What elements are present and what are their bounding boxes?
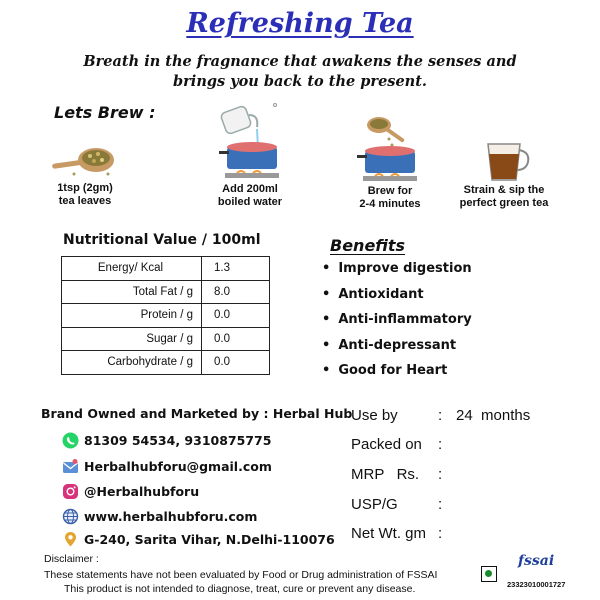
- brew-step-1-line-2: tea leaves: [58, 195, 112, 207]
- instagram-icon: [62, 483, 79, 500]
- spoon-tea-leaves-icon: [50, 138, 120, 182]
- nutrient-name: Protein / g: [62, 304, 202, 328]
- brew-step-4: [448, 140, 560, 210]
- brew-step-3-line-2: 2-4 minutes: [359, 198, 421, 210]
- nutrition-heading: Nutritional Value / 100ml: [63, 232, 261, 248]
- list-item: • Good for Heart: [322, 362, 472, 388]
- spoon-pot-icon: [345, 113, 435, 185]
- brew-step-2-line-2: boiled water: [217, 196, 283, 208]
- location-pin-icon: [62, 531, 79, 548]
- brew-step-2: [200, 103, 300, 209]
- whatsapp-icon: [62, 432, 79, 449]
- phone-numbers: 81309 54534, 9310875775: [84, 433, 272, 448]
- page-title: Refreshing Tea: [186, 8, 414, 39]
- contact-email: [62, 458, 272, 475]
- brew-step-3: [340, 113, 440, 211]
- brand-heading: Brand Owned and Marketed by : Herbal Hub: [41, 406, 353, 421]
- spec-colon: :: [438, 496, 443, 513]
- globe-icon: [62, 508, 79, 525]
- address: G-240, Sarita Vihar, N.Delhi-110076: [84, 532, 335, 547]
- spec-value-use-by: 24 months: [456, 407, 531, 424]
- table-row: [62, 304, 270, 328]
- tagline-line-2: brings you back to the present.: [173, 73, 427, 90]
- email-address[interactable]: Herbalhubforu@gmail.com: [84, 459, 272, 474]
- disclaimer-line-2: This product is not intended to diagnose, treat, cure or prevent any disease.: [64, 583, 416, 595]
- fssai-license-number: 23323010001727: [507, 580, 566, 589]
- table-row: [62, 351, 270, 375]
- brew-step-1: [40, 138, 130, 208]
- list-item: • Antioxidant: [322, 286, 472, 312]
- website-url[interactable]: www.herbalhubforu.com: [84, 509, 258, 524]
- spec-colon: :: [438, 525, 443, 542]
- list-item: • Anti-inflammatory: [322, 311, 472, 337]
- brew-heading: Lets Brew :: [54, 103, 156, 122]
- spec-label-mrp: MRP Rs.: [351, 466, 420, 483]
- table-row: [62, 327, 270, 351]
- contact-website: [62, 508, 257, 525]
- nutrient-name: Energy/ Kcal: [62, 257, 202, 281]
- disclaimer-line-1: These statements have not been evaluated by Food or Drug administration of FSSAI: [44, 569, 438, 581]
- brew-step-2-line-1: Add 200ml: [222, 183, 278, 195]
- email-icon: [62, 458, 79, 475]
- spec-label-usp: USP/G: [351, 496, 398, 513]
- list-item: • Improve digestion: [322, 260, 472, 286]
- kettle-pot-icon: [205, 103, 295, 183]
- spec-label-packed-on: Packed on: [351, 436, 422, 453]
- brew-step-4-line-1: Strain & sip the: [463, 184, 545, 196]
- nutrient-value: 0.0: [202, 351, 270, 375]
- fssai-logo: fssai: [518, 553, 555, 569]
- spec-colon: :: [438, 466, 443, 483]
- contact-instagram: [62, 483, 199, 500]
- nutrient-name: Carbohydrate / g: [62, 351, 202, 375]
- tea-glass-icon: [474, 140, 534, 184]
- table-row: [62, 280, 270, 304]
- spec-colon: :: [438, 407, 443, 424]
- contact-phone: [62, 432, 271, 449]
- nutrient-value: 0.0: [202, 304, 270, 328]
- nutrient-value: 0.0: [202, 327, 270, 351]
- brew-step-3-line-1: Brew for: [367, 185, 413, 197]
- tagline: [40, 52, 560, 92]
- contact-address: [62, 531, 335, 548]
- disclaimer-heading: Disclaimer :: [44, 553, 99, 565]
- nutrient-value: 8.0: [202, 280, 270, 304]
- brew-step-1-line-1: 1tsp (2gm): [57, 182, 113, 194]
- list-item: • Anti-depressant: [322, 337, 472, 363]
- benefits-heading: Benefits: [330, 236, 406, 255]
- nutrition-table: [61, 256, 270, 375]
- veg-mark-icon: [481, 566, 497, 582]
- nutrient-name: Sugar / g: [62, 327, 202, 351]
- nutrient-name: Total Fat / g: [62, 280, 202, 304]
- spec-label-net-wt: Net Wt. gm: [351, 525, 427, 542]
- benefits-list: [322, 260, 472, 388]
- table-row: [62, 257, 270, 281]
- spec-colon: :: [438, 436, 443, 453]
- spec-label-use-by: Use by: [351, 407, 398, 424]
- nutrient-value: 1.3: [202, 257, 270, 281]
- instagram-handle[interactable]: @Herbalhubforu: [84, 484, 200, 499]
- tagline-line-1: Breath in the fragnance that awakens the senses and: [83, 53, 517, 70]
- brew-step-4-line-2: perfect green tea: [459, 197, 549, 209]
